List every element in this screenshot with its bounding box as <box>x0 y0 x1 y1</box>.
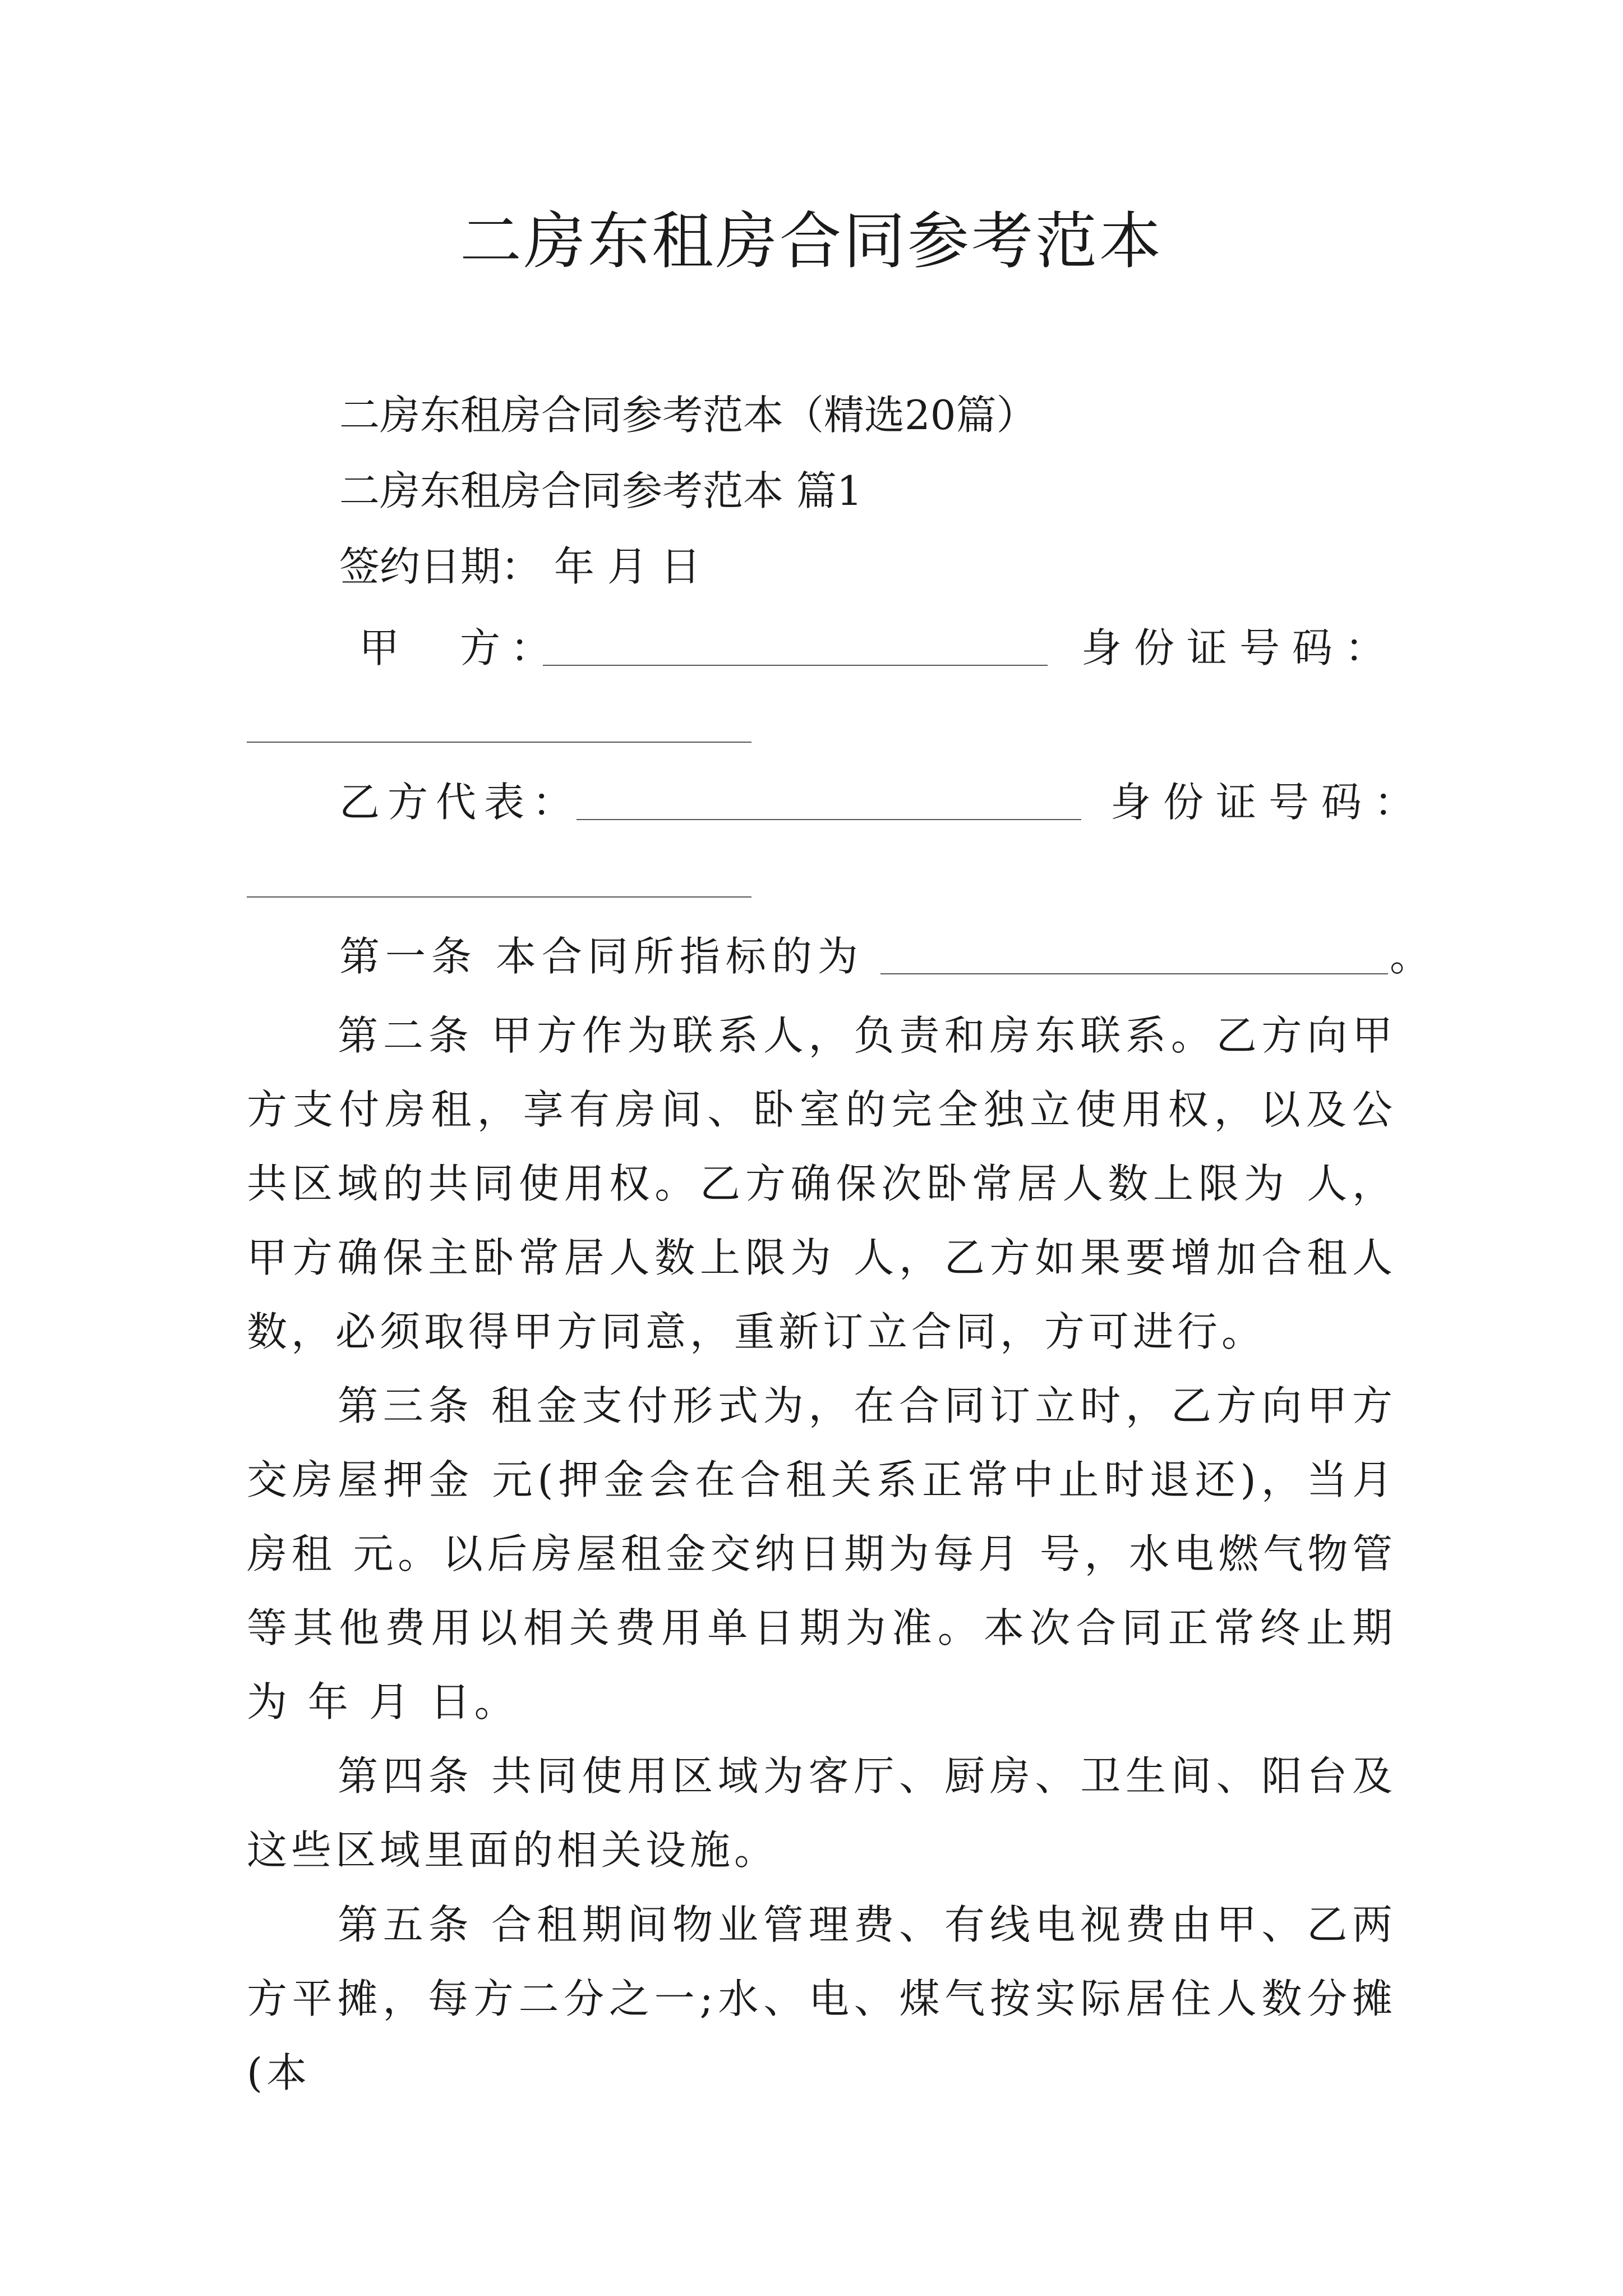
clause-2: 第二条 甲方作为联系人，负责和房东联系。乙方向甲方支付房租，享有房间、卧室的完全独立使用权，以及公共区域的共同使用权。乙方确保次卧常居人数上限为 人，甲方确保主卧常居人数上限为 人，乙方如果要增加合租人数，必须取得甲方同意，重新订立合同，方可进行。 <box>247 1012 1396 1355</box>
document-title: 二房东租房合同参考范本 <box>460 205 1163 277</box>
id-number-label-b: 身份证号码： <box>1110 779 1427 826</box>
party-b-blank <box>577 819 1081 820</box>
party-b-label: 乙方代表： <box>339 779 581 826</box>
clause-1-blank <box>880 973 1388 974</box>
clause-1-end: 。 <box>1390 933 1431 980</box>
id-number-blank-a <box>247 742 751 743</box>
id-number-label-a: 身份证号码： <box>1081 624 1398 671</box>
clause-5: 第五条 合租期间物业管理费、有线电视费由甲、乙两方平摊，每方二分之一;水、电、煤气按实际居住人数分摊(本 <box>247 1901 1396 2096</box>
section-heading: 二房东租房合同参考范本 篇1 <box>339 467 863 514</box>
sign-date-line: 签约日期： 年 月 日 <box>339 543 701 590</box>
clause-4: 第四条 共同使用区域为客厅、厨房、卫生间、阳台及这些区域里面的相关设施。 <box>247 1752 1396 1874</box>
clause-1-text: 第一条 本合同所指标的为 <box>339 933 864 980</box>
document-subtitle: 二房东租房合同参考范本（精选20篇） <box>339 392 1037 439</box>
id-number-blank-b <box>247 896 751 898</box>
party-a-blank <box>543 665 1048 666</box>
party-a-label: 甲 方： <box>359 624 561 671</box>
clause-3: 第三条 租金支付形式为，在合同订立时，乙方向甲方交房屋押金 元(押金会在合租关系正常中止时退还)，当月房租 元。以后房屋租金交纳日期为每月 号，水电燃气物管等其他费用以相关费用单日期为准。本次合同正常终止期为 年 月 日。 <box>247 1382 1396 1726</box>
